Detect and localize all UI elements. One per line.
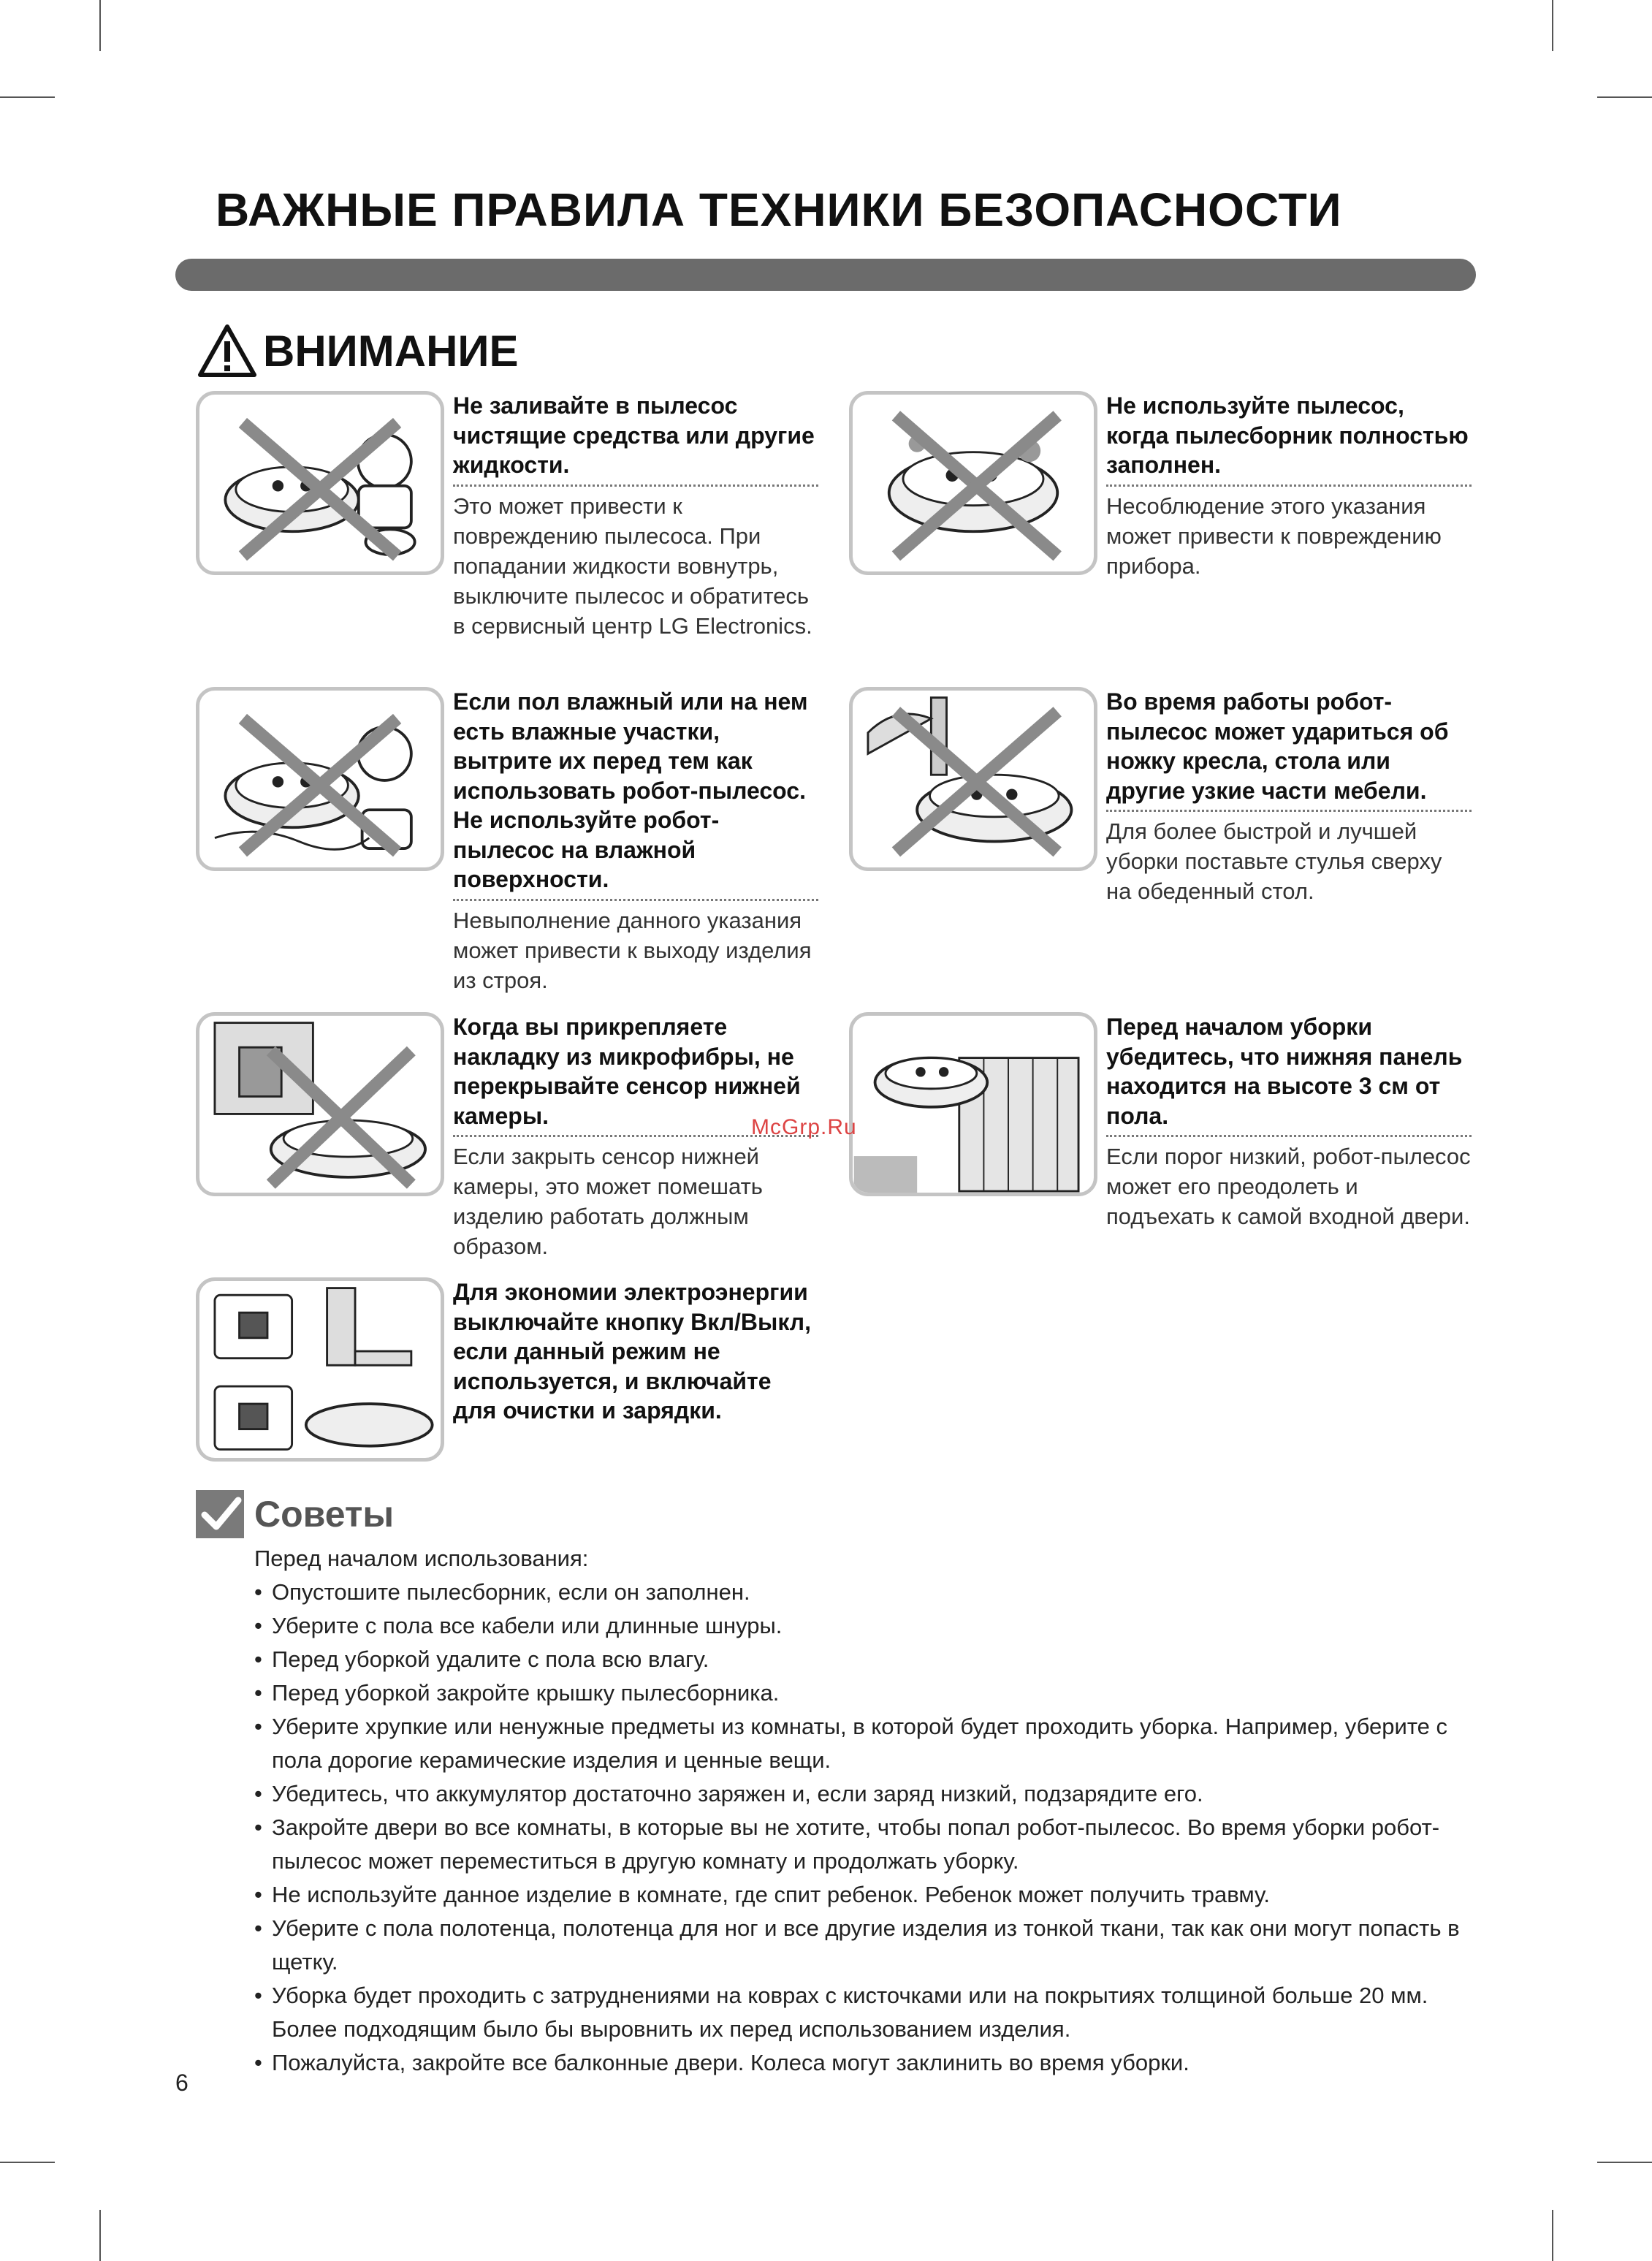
- card-body: Для более быстрой и лучшей уборки поставьте стулья сверху на обеденный стол.: [1106, 818, 1442, 904]
- checkmark-icon: [196, 1490, 244, 1538]
- crop-mark: [1552, 2210, 1553, 2261]
- list-item: • Убедитесь, что аккумулятор достаточно заряжен и, если заряд низкий, подзарядите его.: [254, 1777, 1467, 1811]
- list-item: • Закройте двери во все комнаты, в которые вы не хотите, чтобы попал робот-пылесос. Во время уборки робот-пылесос может переместиться в другую комнату и продолжать уборку.: [254, 1811, 1467, 1878]
- card-body: Если закрыть сенсор нижней камеры, это может помешать изделию работать должным образом.: [453, 1144, 763, 1259]
- list-item: • Уберите с пола все кабели или длинные шнуры.: [254, 1609, 1467, 1643]
- list-item: • Уберите хрупкие или ненужные предметы из комнаты, в которой будет проходить уборка. Например, уберите с пола дорогие керамические изделия и ценные вещи.: [254, 1710, 1467, 1777]
- crop-mark: [1597, 96, 1652, 98]
- crop-mark: [99, 2210, 101, 2261]
- list-item: • Уборка будет проходить с затруднениями на коврах с кисточками или на покрытиях толщиной больше 20 мм. Более подходящим было бы выровнить их перед использованием изделия.: [254, 1979, 1467, 2046]
- tips-label: Советы: [254, 1494, 395, 1535]
- list-item: • Уберите с пола полотенца, полотенца для ног и все другие изделия из тонкой ткани, так как они могут попасть в щетку.: [254, 1912, 1467, 1979]
- list-item: • Пожалуйста, закройте все балконные двери. Колеса могут заклинить во время уборки.: [254, 2046, 1467, 2080]
- tips-list: [254, 1576, 1467, 2080]
- crop-mark: [1552, 0, 1553, 51]
- tips-section: [254, 1542, 1467, 2080]
- card-heading: Во время работы робот-пылесос может удариться об ножку кресла, стола или другие узкие части мебели.: [1106, 687, 1472, 812]
- crop-mark: [1597, 2162, 1652, 2163]
- list-item: • Опустошите пылесборник, если он заполнен.: [254, 1576, 1467, 1609]
- no-liquids-illustration: [196, 391, 444, 575]
- card-heading: Перед началом уборки убедитесь, что нижняя панель находится на высоте 3 см от пола.: [1106, 1012, 1472, 1137]
- crop-mark: [0, 2162, 55, 2163]
- card-body: Это может привести к повреждению пылесоса. При попадании жидкости вовнутрь, выключите пылесос и обратитесь в сервисный центр LG Electronics.: [453, 493, 812, 639]
- full-dust-bin-illustration: [849, 391, 1097, 575]
- card-body: Несоблюдение этого указания может привести к повреждению прибора.: [1106, 493, 1442, 579]
- caution-heading: [197, 322, 519, 380]
- wet-floor-illustration: [196, 687, 444, 871]
- card-heading: Когда вы прикрепляете накладку из микрофибры, не перекрывайте сенсор нижней камеры.: [453, 1012, 818, 1137]
- card-body: Если порог низкий, робот-пылесос может его преодолеть и подъехать к самой входной двери.: [1106, 1144, 1471, 1229]
- tips-intro: Перед началом использования:: [254, 1546, 589, 1571]
- caution-label: ВНИМАНИЕ: [263, 326, 519, 376]
- list-item: • Перед уборкой закройте крышку пылесборника.: [254, 1676, 1467, 1710]
- list-item: • Перед уборкой удалите с пола всю влагу.: [254, 1643, 1467, 1676]
- card-body: Невыполнение данного указания может привести к выходу изделия из строя.: [453, 907, 812, 993]
- crop-mark: [0, 96, 55, 98]
- tips-heading: [196, 1485, 394, 1543]
- card-heading: Если пол влажный или на нем есть влажные участки, вытрите их перед тем как использовать робот-пылесос. Не используйте робот-пылесос на влажной поверхности.: [453, 687, 818, 901]
- microfiber-pad-illustration: [196, 1012, 444, 1196]
- page-title: ВАЖНЫЕ ПРАВИЛА ТЕХНИКИ БЕЗОПАСНОСТИ: [216, 183, 1342, 236]
- card-heading: Для экономии электроэнергии выключайте кнопку Вкл/Выкл, если данный режим не используется, и включайте для очистки и зарядки.: [453, 1279, 811, 1424]
- page-number: 6: [175, 2070, 189, 2096]
- watermark: McGrp.Ru: [751, 1115, 857, 1139]
- crop-mark: [99, 0, 101, 51]
- card-heading: Не используйте пылесос, когда пылесборник полностью заполнен.: [1106, 391, 1472, 487]
- card-heading: Не заливайте в пылесос чистящие средства или другие жидкости.: [453, 391, 818, 487]
- threshold-illustration: [849, 1012, 1097, 1196]
- warning-icon: [197, 324, 257, 378]
- title-bar: [175, 259, 1476, 291]
- chair-leg-illustration: [849, 687, 1097, 871]
- list-item: • Не используйте данное изделие в комнате, где спит ребенок. Ребенок может получить травму.: [254, 1878, 1467, 1912]
- power-switch-illustration: [196, 1277, 444, 1462]
